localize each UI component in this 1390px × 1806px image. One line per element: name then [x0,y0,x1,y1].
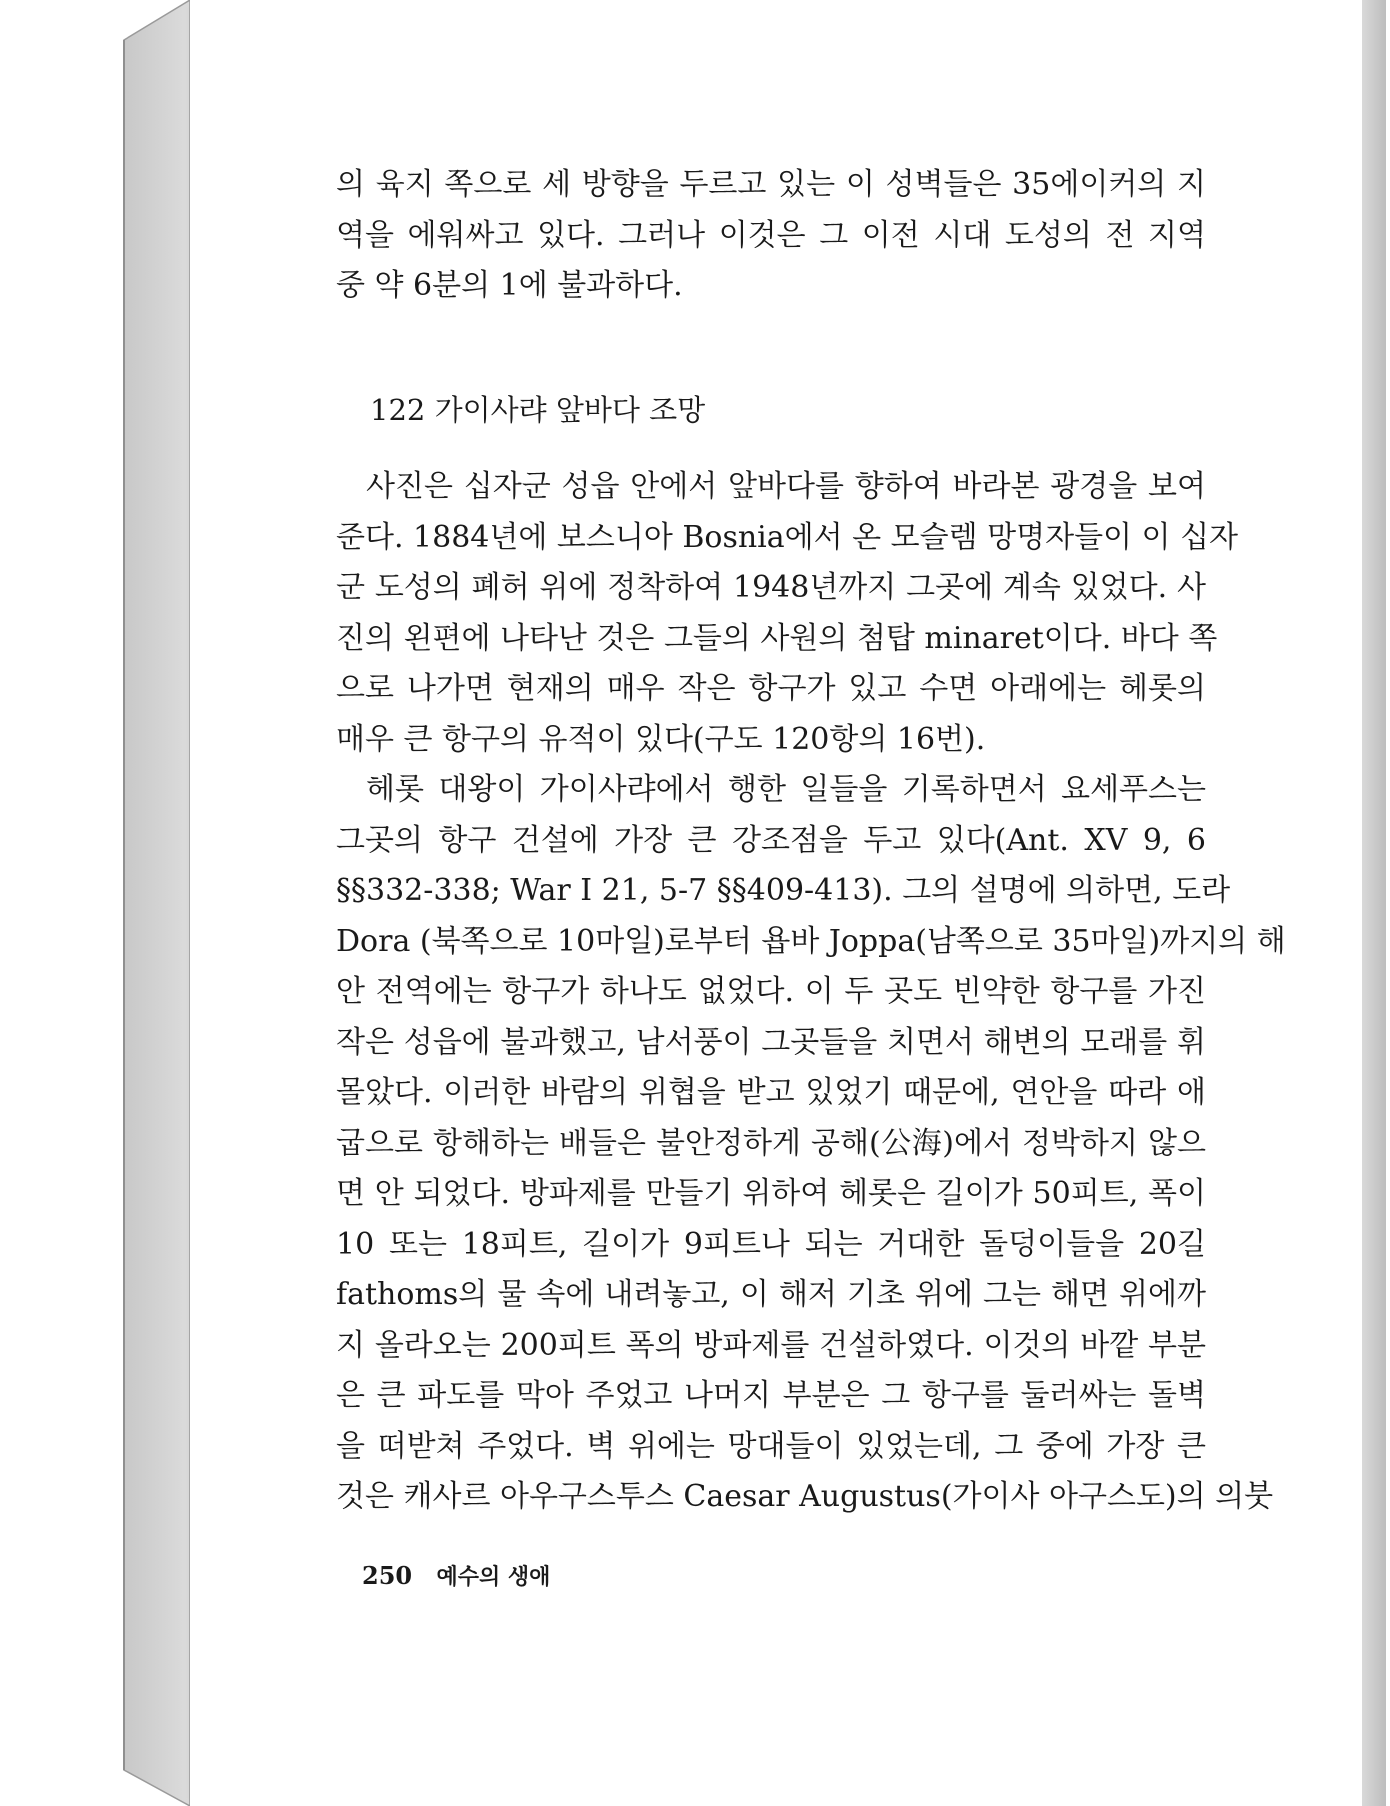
text-line: 면 안 되었다. 방파제를 만들기 위하여 헤롯은 길이가 50피트, 폭이 [336,1176,1206,1211]
text-line: 진의 왼편에 나타난 것은 그들의 사원의 첨탑 minaret이다. 바다 쪽 [336,620,1218,656]
text-line: 지 올라오는 200피트 폭의 방파제를 건설하였다. 이것의 바깥 부분 [336,1327,1206,1363]
section-heading: 122 가이사랴 앞바다 조망 [370,393,706,427]
text-line: 안 전역에는 항구가 하나도 없었다. 이 두 곳도 빈약한 항구를 가진 [336,974,1206,1009]
text-line: 매우 큰 항구의 유적이 있다(구도 120항의 16번). [336,721,986,757]
page-number: 250 [362,1561,413,1590]
text-line: 작은 성읍에 불과했고, 남서풍이 그곳들을 치면서 해변의 모래를 휘 [336,1024,1206,1060]
text-line: 으로 나가면 현재의 매우 작은 항구가 있고 수면 아래에는 헤롯의 [336,671,1206,706]
body-text [336,462,1286,1523]
text-line: 중 약 6분의 1에 불과하다. [336,268,683,303]
text-line: 사진은 십자군 성읍 안에서 앞바다를 향하여 바라본 광경을 보여 [366,469,1206,504]
text-line: 준다. 1884년에 보스니아 Bosnia에서 온 모슬렘 망명자들이 이 십자 [336,519,1239,555]
text-line: 10 또는 18피트, 길이가 9피트나 되는 거대한 돌덩이들을 20길 [336,1226,1206,1262]
text-line: 은 큰 파도를 막아 주었고 나머지 부분은 그 항구를 둘러싸는 돌벽 [336,1378,1206,1413]
text-line: 군 도성의 폐허 위에 정착하여 1948년까지 그곳에 계속 있었다. 사 [336,570,1206,605]
text-line: 헤롯 대왕이 가이사랴에서 행한 일들을 기록하면서 요세푸스는 [366,772,1206,807]
text-line: fathoms의 물 속에 내려놓고, 이 해저 기초 위에 그는 해면 위에까 [336,1277,1206,1312]
text-line: 것은 캐사르 아우구스투스 Caesar Augustus(가이사 아구스도)의 의붓 [336,1479,1274,1514]
text-line: 의 육지 쪽으로 세 방향을 두르고 있는 이 성벽들은 35에이커의 지 [336,167,1206,202]
text-line: Dora (북쪽으로 10마일)로부터 욥바 Joppa(남쪽으로 35마일)까지의 해 [336,923,1286,959]
text-line: §§332-338; War I 21, 5-7 §§409-413). 그의 설명에 의하면, 도라 [336,873,1231,908]
text-line: 역을 에워싸고 있다. 그러나 이것은 그 이전 시대 도성의 전 지역 [336,217,1206,253]
text-line: 굽으로 항해하는 배들은 불안정하게 공해(公海)에서 정박하지 않으 [336,1125,1206,1161]
running-title: 예수의 생애 [436,1565,551,1590]
text-line: 몰았다. 이러한 바람의 위협을 받고 있었기 때문에, 연안을 따라 애 [336,1075,1206,1110]
page-edge [1362,0,1386,1806]
text-line: 그곳의 항구 건설에 가장 큰 강조점을 두고 있다(Ant. XV 9, 6 [336,822,1206,858]
book-spine [0,0,200,1806]
text-line: 을 떠받쳐 주었다. 벽 위에는 망대들이 있었는데, 그 중에 가장 큰 [336,1428,1206,1464]
page-footer [362,1560,550,1591]
intro-paragraph [336,160,1206,312]
